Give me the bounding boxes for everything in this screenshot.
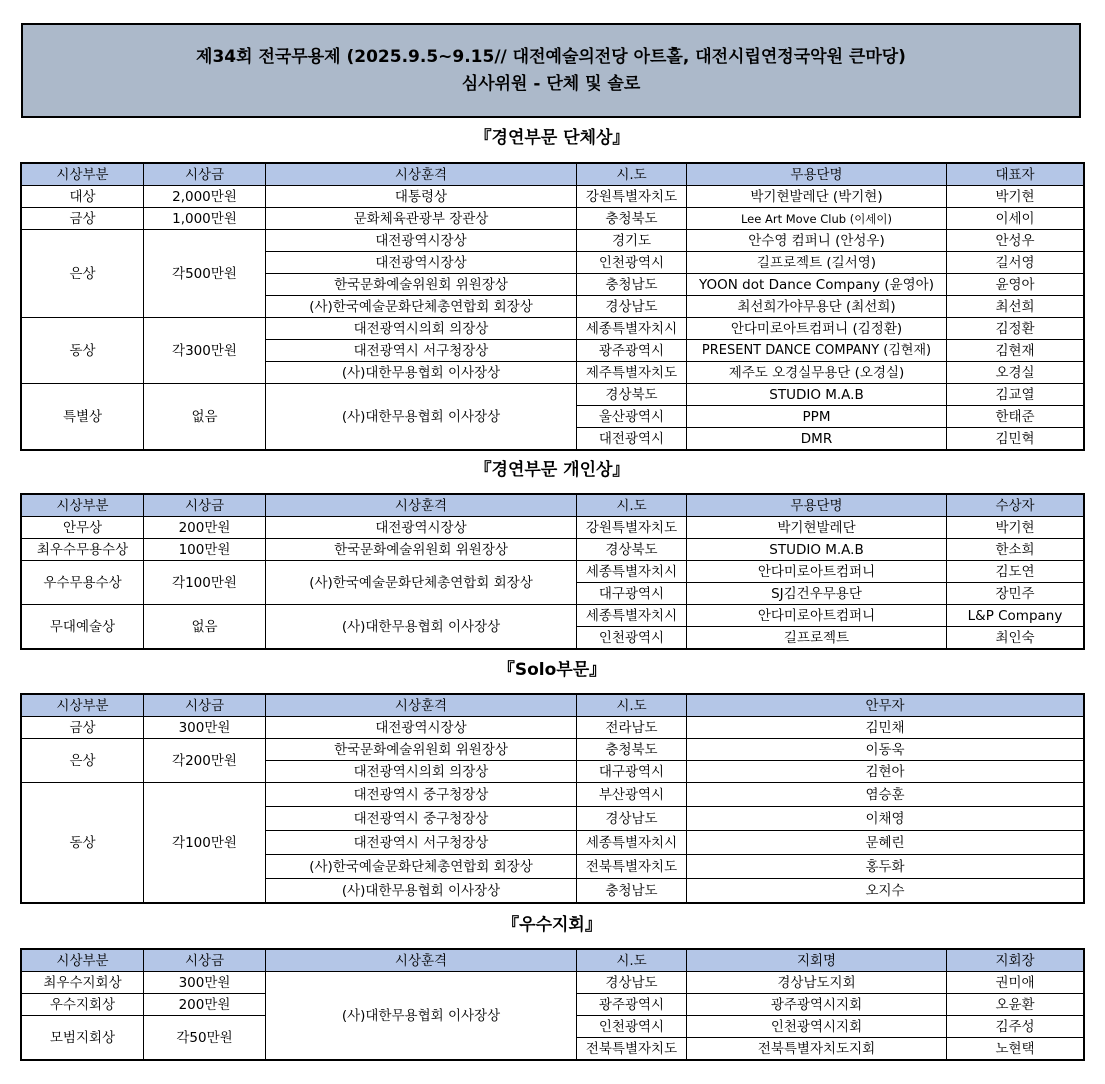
branch-awards-heading: 『우수지회』 [502, 915, 602, 935]
branch-head: 노현택 [947, 1038, 1084, 1060]
prize-money: 2,000만원 [144, 186, 266, 208]
region: 세종특별자치시 [577, 561, 687, 583]
table-row [22, 539, 1084, 561]
region: 부산광역시 [577, 783, 687, 807]
company-name: STUDIO M.A.B [687, 539, 947, 561]
representative: 박기현 [947, 186, 1084, 208]
branch-name: 광주광역시지회 [687, 994, 947, 1016]
table-row [22, 384, 1084, 406]
prize-money: 각200만원 [144, 739, 266, 783]
region: 대전광역시 [577, 428, 687, 450]
region: 충청남도 [577, 879, 687, 903]
header-cell: 무용단명 [687, 164, 947, 186]
region: 전북특별자치도 [577, 855, 687, 879]
company-name: 길프로젝트 [687, 627, 947, 649]
choreographer: 오지수 [687, 879, 1084, 903]
award-category: 최우수무용수상 [22, 539, 144, 561]
title-line-1: 제34회 전국무용제 (2025.9.5~9.15// 대전예술의전당 아트홀, 대전시립연정국악원 큰마당) [196, 46, 906, 67]
solo-awards-table [21, 694, 1084, 903]
award-title: (사)한국예술문화단체총연합회 회장상 [266, 855, 577, 879]
region: 경상남도 [577, 807, 687, 831]
company-name: Lee Art Move Club (이세이) [687, 208, 947, 230]
header-cell: 시상부분 [22, 495, 144, 517]
table-header-row [22, 495, 1084, 517]
prize-money: 각100만원 [144, 783, 266, 903]
representative: 최선희 [947, 296, 1084, 318]
award-title: 대전광역시의회 의장상 [266, 761, 577, 783]
header-cell: 시.도 [577, 950, 687, 972]
region: 인천광역시 [577, 1016, 687, 1038]
prize-money: 300만원 [144, 717, 266, 739]
branch-name: 인천광역시지회 [687, 1016, 947, 1038]
header-cell: 안무자 [687, 695, 1084, 717]
representative: 길서영 [947, 252, 1084, 274]
header-cell: 시.도 [577, 495, 687, 517]
region: 세종특별자치시 [577, 605, 687, 627]
header-cell: 시상금 [144, 695, 266, 717]
company-name: SJ김건우무용단 [687, 583, 947, 605]
header-cell: 시상훈격 [266, 695, 577, 717]
company-name: YOON dot Dance Company (윤영아) [687, 274, 947, 296]
winner: L&P Company [947, 605, 1084, 627]
award-title: 대전광역시장상 [266, 230, 577, 252]
choreographer: 염승훈 [687, 783, 1084, 807]
award-title: 대전광역시 중구청장상 [266, 807, 577, 831]
region: 대구광역시 [577, 761, 687, 783]
header-cell: 대표자 [947, 164, 1084, 186]
table-row [22, 230, 1084, 252]
prize-money: 각50만원 [144, 1016, 266, 1060]
award-title: 한국문화예술위원회 위원장상 [266, 274, 577, 296]
award-title: 대전광역시 중구청장상 [266, 783, 577, 807]
award-category: 우수무용수상 [22, 561, 144, 605]
branch-name: 전북특별자치도지회 [687, 1038, 947, 1060]
header-cell: 시상부분 [22, 950, 144, 972]
choreographer: 이동욱 [687, 739, 1084, 761]
award-category: 최우수지회상 [22, 972, 144, 994]
prize-money: 각100만원 [144, 561, 266, 605]
title-line-2: 심사위원 - 단체 및 솔로 [461, 73, 641, 94]
table-row [22, 972, 1084, 994]
award-category: 우수지회상 [22, 994, 144, 1016]
header-cell: 수상자 [947, 495, 1084, 517]
header-cell: 시상부분 [22, 164, 144, 186]
company-name: PPM [687, 406, 947, 428]
award-title: (사)대한무용협회 이사장상 [266, 362, 577, 384]
award-title: 대전광역시 서구청장상 [266, 831, 577, 855]
representative: 김현재 [947, 340, 1084, 362]
branch-name: 경상남도지회 [687, 972, 947, 994]
prize-money: 200만원 [144, 994, 266, 1016]
table-row [22, 208, 1084, 230]
region: 경기도 [577, 230, 687, 252]
winner: 김도연 [947, 561, 1084, 583]
choreographer: 문혜린 [687, 831, 1084, 855]
header-cell: 시.도 [577, 695, 687, 717]
region: 인천광역시 [577, 627, 687, 649]
winner: 최인숙 [947, 627, 1084, 649]
company-name: 안수영 컴퍼니 (안성우) [687, 230, 947, 252]
region: 강원특별자치도 [577, 186, 687, 208]
award-category: 은상 [22, 230, 144, 318]
table-row [22, 517, 1084, 539]
table-row [22, 605, 1084, 627]
header-cell: 지회장 [947, 950, 1084, 972]
individual-awards-table [21, 494, 1084, 649]
award-category: 대상 [22, 186, 144, 208]
company-name: 박기현발레단 [687, 517, 947, 539]
document-title-box [21, 23, 1081, 118]
region: 광주광역시 [577, 994, 687, 1016]
award-title: 대통령상 [266, 186, 577, 208]
award-title: 대전광역시장상 [266, 717, 577, 739]
company-name: 안다미로아트컴퍼니 (김정환) [687, 318, 947, 340]
award-title: 대전광역시 서구청장상 [266, 340, 577, 362]
individual-awards-heading: 『경연부문 개인상』 [474, 460, 630, 480]
region: 전북특별자치도 [577, 1038, 687, 1060]
region: 강원특별자치도 [577, 517, 687, 539]
representative: 오경실 [947, 362, 1084, 384]
region: 대구광역시 [577, 583, 687, 605]
table-header-row [22, 695, 1084, 717]
table-row [22, 739, 1084, 761]
award-title: 대전광역시장상 [266, 517, 577, 539]
header-cell: 시상훈격 [266, 495, 577, 517]
region: 경상북도 [577, 539, 687, 561]
region: 인천광역시 [577, 252, 687, 274]
award-category: 동상 [22, 783, 144, 903]
award-title: (사)대한무용협회 이사장상 [266, 384, 577, 450]
region: 제주특별자치도 [577, 362, 687, 384]
header-cell: 지회명 [687, 950, 947, 972]
group-awards-table [21, 163, 1084, 450]
award-category: 동상 [22, 318, 144, 384]
company-name: 최선희가야무용단 (최선희) [687, 296, 947, 318]
region: 충청북도 [577, 208, 687, 230]
prize-money: 각500만원 [144, 230, 266, 318]
representative: 윤영아 [947, 274, 1084, 296]
company-name: STUDIO M.A.B [687, 384, 947, 406]
award-title: 대전광역시장상 [266, 252, 577, 274]
branch-head: 권미애 [947, 972, 1084, 994]
table-row [22, 783, 1084, 807]
award-title: 한국문화예술위원회 위원장상 [266, 539, 577, 561]
award-category: 은상 [22, 739, 144, 783]
award-title: 문화체육관광부 장관상 [266, 208, 577, 230]
table-row [22, 561, 1084, 583]
company-name: 안다미로아트컴퍼니 [687, 605, 947, 627]
prize-money: 200만원 [144, 517, 266, 539]
region: 충청남도 [577, 274, 687, 296]
header-cell: 시상부분 [22, 695, 144, 717]
award-title: (사)대한무용협회 이사장상 [266, 879, 577, 903]
award-category: 안무상 [22, 517, 144, 539]
header-cell: 시상금 [144, 164, 266, 186]
region: 세종특별자치시 [577, 831, 687, 855]
company-name: 길프로젝트 (길서영) [687, 252, 947, 274]
award-category: 금상 [22, 208, 144, 230]
solo-awards-heading: 『Solo부문』 [497, 660, 607, 680]
region: 경상남도 [577, 296, 687, 318]
region: 울산광역시 [577, 406, 687, 428]
branch-head: 김주성 [947, 1016, 1084, 1038]
award-title: 한국문화예술위원회 위원장상 [266, 739, 577, 761]
header-cell: 시상금 [144, 495, 266, 517]
representative: 안성우 [947, 230, 1084, 252]
prize-money: 300만원 [144, 972, 266, 994]
choreographer: 홍두화 [687, 855, 1084, 879]
prize-money: 1,000만원 [144, 208, 266, 230]
representative: 김교열 [947, 384, 1084, 406]
award-title: (사)한국예술문화단체총연합회 회장상 [266, 561, 577, 605]
company-name: 박기현발레단 (박기현) [687, 186, 947, 208]
representative: 김정환 [947, 318, 1084, 340]
choreographer: 이채영 [687, 807, 1084, 831]
award-title: (사)한국예술문화단체총연합회 회장상 [266, 296, 577, 318]
award-category: 특별상 [22, 384, 144, 450]
table-header-row [22, 164, 1084, 186]
group-awards-heading: 『경연부문 단체상』 [474, 128, 630, 148]
header-cell: 무용단명 [687, 495, 947, 517]
prize-money: 각300만원 [144, 318, 266, 384]
winner: 한소희 [947, 539, 1084, 561]
region: 전라남도 [577, 717, 687, 739]
winner: 장민주 [947, 583, 1084, 605]
representative: 한태준 [947, 406, 1084, 428]
header-cell: 시상훈격 [266, 950, 577, 972]
representative: 김민혁 [947, 428, 1084, 450]
region: 경상남도 [577, 972, 687, 994]
header-cell: 시상훈격 [266, 164, 577, 186]
representative: 이세이 [947, 208, 1084, 230]
award-title: (사)대한무용협회 이사장상 [266, 605, 577, 649]
company-name: 안다미로아트컴퍼니 [687, 561, 947, 583]
company-name: DMR [687, 428, 947, 450]
award-category: 금상 [22, 717, 144, 739]
choreographer: 김현아 [687, 761, 1084, 783]
table-row [22, 318, 1084, 340]
company-name: 제주도 오경실무용단 (오경실) [687, 362, 947, 384]
prize-money: 없음 [144, 384, 266, 450]
award-category: 무대예술상 [22, 605, 144, 649]
table-row [22, 186, 1084, 208]
award-title: 대전광역시의회 의장상 [266, 318, 577, 340]
region: 광주광역시 [577, 340, 687, 362]
award-category: 모범지회상 [22, 1016, 144, 1060]
region: 경상북도 [577, 384, 687, 406]
winner: 박기현 [947, 517, 1084, 539]
region: 충청북도 [577, 739, 687, 761]
prize-money: 없음 [144, 605, 266, 649]
table-row [22, 717, 1084, 739]
branch-head: 오윤환 [947, 994, 1084, 1016]
award-title: (사)대한무용협회 이사장상 [266, 972, 577, 1060]
region: 세종특별자치시 [577, 318, 687, 340]
header-cell: 시상금 [144, 950, 266, 972]
branch-awards-table [21, 949, 1084, 1060]
table-header-row [22, 950, 1084, 972]
company-name: PRESENT DANCE COMPANY (김현재) [687, 340, 947, 362]
header-cell: 시.도 [577, 164, 687, 186]
prize-money: 100만원 [144, 539, 266, 561]
choreographer: 김민채 [687, 717, 1084, 739]
